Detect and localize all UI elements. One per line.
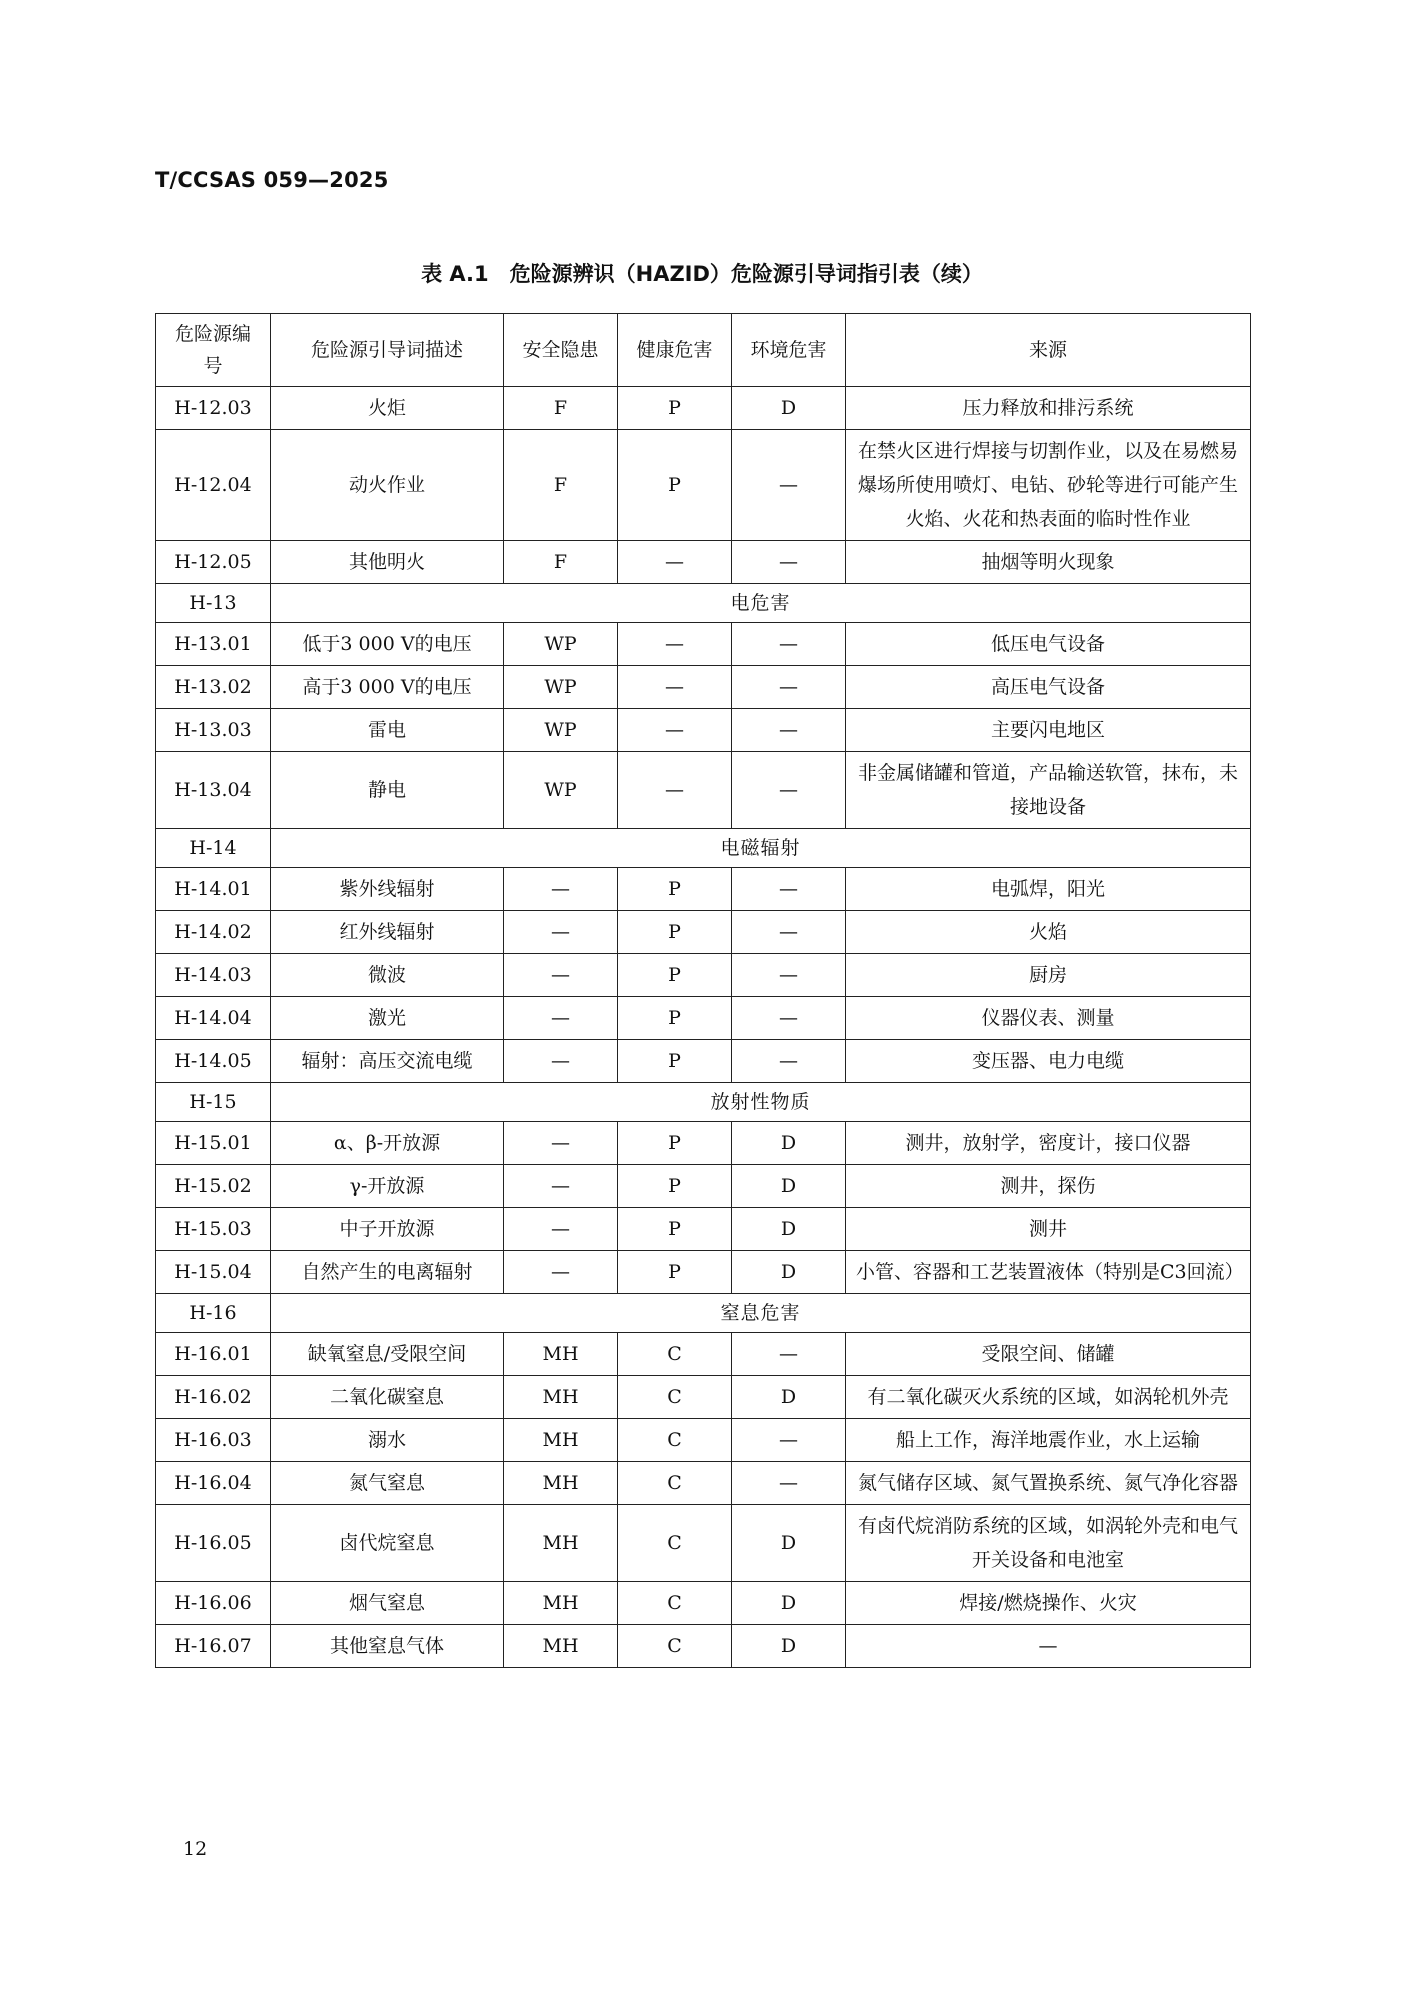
environment-cell: D [732,1165,846,1208]
guideword-cell: 低于3 000 V的电压 [271,623,504,666]
hazard-code-cell: H-13.03 [156,709,271,752]
source-cell: 抽烟等明火现象 [846,541,1251,584]
table-row [156,1040,1251,1083]
source-cell: 厨房 [846,954,1251,997]
safety-cell: — [504,1251,618,1294]
safety-cell: — [504,1208,618,1251]
table-group-row [156,1294,1251,1333]
hazard-code-cell: H-13.04 [156,752,271,829]
safety-cell: MH [504,1625,618,1668]
safety-cell: WP [504,666,618,709]
health-cell: C [618,1333,732,1376]
health-cell: P [618,997,732,1040]
health-cell: C [618,1376,732,1419]
health-cell: C [618,1419,732,1462]
table-row [156,709,1251,752]
guideword-cell: 微波 [271,954,504,997]
hazard-code-cell: H-16.04 [156,1462,271,1505]
environment-cell: D [732,1208,846,1251]
source-cell: 有二氧化碳灭火系统的区域，如涡轮机外壳 [846,1376,1251,1419]
environment-cell: — [732,1040,846,1083]
table-group-row [156,584,1251,623]
environment-cell: D [732,1505,846,1582]
health-cell: P [618,387,732,430]
source-cell: 低压电气设备 [846,623,1251,666]
environment-cell: — [732,911,846,954]
table-row [156,954,1251,997]
safety-cell: MH [504,1462,618,1505]
table-row [156,1505,1251,1582]
hazard-code-cell: H-14.05 [156,1040,271,1083]
source-cell: 仪器仪表、测量 [846,997,1251,1040]
environment-cell: — [732,997,846,1040]
environment-cell: — [732,666,846,709]
safety-cell: F [504,541,618,584]
health-cell: P [618,1122,732,1165]
health-cell: — [618,709,732,752]
standard-code: T/CCSAS 059—2025 [155,168,389,192]
health-cell: P [618,911,732,954]
hazard-code-cell: H-12.04 [156,430,271,541]
table-row [156,1625,1251,1668]
environment-cell: — [732,623,846,666]
hazard-code-cell: H-16.01 [156,1333,271,1376]
guideword-cell: α、β-开放源 [271,1122,504,1165]
column-header: 危险源引导词描述 [271,314,504,387]
table-title: 表 A.1 危险源辨识（HAZID）危险源引导词指引表（续） [421,262,983,286]
hazard-code-cell: H-16.07 [156,1625,271,1668]
table-row [156,1462,1251,1505]
health-cell: P [618,1208,732,1251]
health-cell: P [618,1251,732,1294]
source-cell: 主要闪电地区 [846,709,1251,752]
source-cell: 压力释放和排污系统 [846,387,1251,430]
health-cell: C [618,1505,732,1582]
guideword-cell: 氮气窒息 [271,1462,504,1505]
hazard-code-cell: H-12.05 [156,541,271,584]
table-row [156,1208,1251,1251]
table-group-row [156,829,1251,868]
safety-cell: MH [504,1376,618,1419]
safety-cell: WP [504,709,618,752]
health-cell: C [618,1625,732,1668]
safety-cell: F [504,430,618,541]
source-cell: 船上工作，海洋地震作业，水上运输 [846,1419,1251,1462]
environment-cell: D [732,1625,846,1668]
hazard-code-cell: H-14.01 [156,868,271,911]
environment-cell: D [732,1122,846,1165]
table-row [156,868,1251,911]
hazard-code-cell: H-14.02 [156,911,271,954]
group-code: H-13 [156,584,271,623]
guideword-cell: 高于3 000 V的电压 [271,666,504,709]
safety-cell: MH [504,1419,618,1462]
table-group-row [156,1083,1251,1122]
guideword-cell: 其他窒息气体 [271,1625,504,1668]
source-cell: 氮气储存区域、氮气置换系统、氮气净化容器 [846,1462,1251,1505]
table-row [156,997,1251,1040]
hazard-code-cell: H-16.05 [156,1505,271,1582]
table-row [156,1582,1251,1625]
hazard-code-cell: H-12.03 [156,387,271,430]
source-cell: 变压器、电力电缆 [846,1040,1251,1083]
column-header: 来源 [846,314,1251,387]
health-cell: C [618,1582,732,1625]
table-row [156,1122,1251,1165]
source-cell: 受限空间、储罐 [846,1333,1251,1376]
safety-cell: MH [504,1505,618,1582]
guideword-cell: 动火作业 [271,430,504,541]
source-cell: — [846,1625,1251,1668]
health-cell: P [618,868,732,911]
group-title: 放射性物质 [271,1083,1251,1122]
safety-cell: F [504,387,618,430]
group-code: H-16 [156,1294,271,1333]
environment-cell: — [732,430,846,541]
table-row [156,752,1251,829]
health-cell: C [618,1462,732,1505]
safety-cell: — [504,868,618,911]
hazard-code-cell: H-13.01 [156,623,271,666]
source-cell: 测井，探伤 [846,1165,1251,1208]
health-cell: — [618,623,732,666]
table-row [156,1333,1251,1376]
source-cell: 焊接/燃烧操作、火灾 [846,1582,1251,1625]
guideword-cell: γ-开放源 [271,1165,504,1208]
source-cell: 测井，放射学，密度计，接口仪器 [846,1122,1251,1165]
group-code: H-14 [156,829,271,868]
environment-cell: — [732,541,846,584]
guideword-cell: 缺氧窒息/受限空间 [271,1333,504,1376]
table-row [156,666,1251,709]
hazard-code-cell: H-16.06 [156,1582,271,1625]
column-header: 健康危害 [618,314,732,387]
health-cell: — [618,752,732,829]
guideword-cell: 其他明火 [271,541,504,584]
column-header: 安全隐患 [504,314,618,387]
safety-cell: — [504,1122,618,1165]
guideword-cell: 紫外线辐射 [271,868,504,911]
hazard-table [155,313,1251,1668]
hazard-code-cell: H-13.02 [156,666,271,709]
source-cell: 高压电气设备 [846,666,1251,709]
group-title: 电磁辐射 [271,829,1251,868]
guideword-cell: 烟气窒息 [271,1582,504,1625]
source-cell: 有卤代烷消防系统的区域，如涡轮外壳和电气开关设备和电池室 [846,1505,1251,1582]
table-row [156,1251,1251,1294]
group-code: H-15 [156,1083,271,1122]
environment-cell: — [732,1333,846,1376]
column-header: 危险源编号 [156,314,271,387]
table-row [156,1376,1251,1419]
table-row [156,387,1251,430]
table-header-row [156,314,1251,387]
hazard-code-cell: H-15.02 [156,1165,271,1208]
health-cell: — [618,541,732,584]
source-cell: 电弧焊，阳光 [846,868,1251,911]
table-row [156,623,1251,666]
table-row [156,541,1251,584]
environment-cell: D [732,387,846,430]
safety-cell: WP [504,623,618,666]
guideword-cell: 红外线辐射 [271,911,504,954]
group-title: 窒息危害 [271,1294,1251,1333]
hazard-code-cell: H-15.01 [156,1122,271,1165]
safety-cell: MH [504,1582,618,1625]
environment-cell: — [732,954,846,997]
table-row [156,430,1251,541]
page-number: 12 [183,1838,208,1860]
table-row [156,911,1251,954]
hazard-code-cell: H-16.02 [156,1376,271,1419]
guideword-cell: 中子开放源 [271,1208,504,1251]
source-cell: 非金属储罐和管道，产品输送软管，抹布，未接地设备 [846,752,1251,829]
safety-cell: — [504,954,618,997]
safety-cell: MH [504,1333,618,1376]
source-cell: 小管、容器和工艺装置液体（特别是C3回流） [846,1251,1251,1294]
safety-cell: — [504,1165,618,1208]
source-cell: 测井 [846,1208,1251,1251]
table-body [156,387,1251,1668]
guideword-cell: 激光 [271,997,504,1040]
guideword-cell: 静电 [271,752,504,829]
guideword-cell: 溺水 [271,1419,504,1462]
hazard-code-cell: H-14.04 [156,997,271,1040]
environment-cell: D [732,1376,846,1419]
health-cell: P [618,1040,732,1083]
hazard-code-cell: H-14.03 [156,954,271,997]
guideword-cell: 辐射：高压交流电缆 [271,1040,504,1083]
group-title: 电危害 [271,584,1251,623]
source-cell: 火焰 [846,911,1251,954]
guideword-cell: 雷电 [271,709,504,752]
hazard-code-cell: H-16.03 [156,1419,271,1462]
environment-cell: — [732,1419,846,1462]
health-cell: — [618,666,732,709]
hazard-code-cell: H-15.04 [156,1251,271,1294]
health-cell: P [618,1165,732,1208]
health-cell: P [618,430,732,541]
guideword-cell: 卤代烷窒息 [271,1505,504,1582]
table-row [156,1165,1251,1208]
environment-cell: — [732,868,846,911]
safety-cell: — [504,1040,618,1083]
environment-cell: D [732,1251,846,1294]
table-row [156,1419,1251,1462]
environment-cell: D [732,1582,846,1625]
environment-cell: — [732,709,846,752]
guideword-cell: 自然产生的电离辐射 [271,1251,504,1294]
health-cell: P [618,954,732,997]
column-header: 环境危害 [732,314,846,387]
environment-cell: — [732,1462,846,1505]
hazard-code-cell: H-15.03 [156,1208,271,1251]
guideword-cell: 火炬 [271,387,504,430]
source-cell: 在禁火区进行焊接与切割作业，以及在易燃易爆场所使用喷灯、电钻、砂轮等进行可能产生火焰、火花和热表面的临时性作业 [846,430,1251,541]
environment-cell: — [732,752,846,829]
safety-cell: WP [504,752,618,829]
safety-cell: — [504,997,618,1040]
guideword-cell: 二氧化碳窒息 [271,1376,504,1419]
safety-cell: — [504,911,618,954]
